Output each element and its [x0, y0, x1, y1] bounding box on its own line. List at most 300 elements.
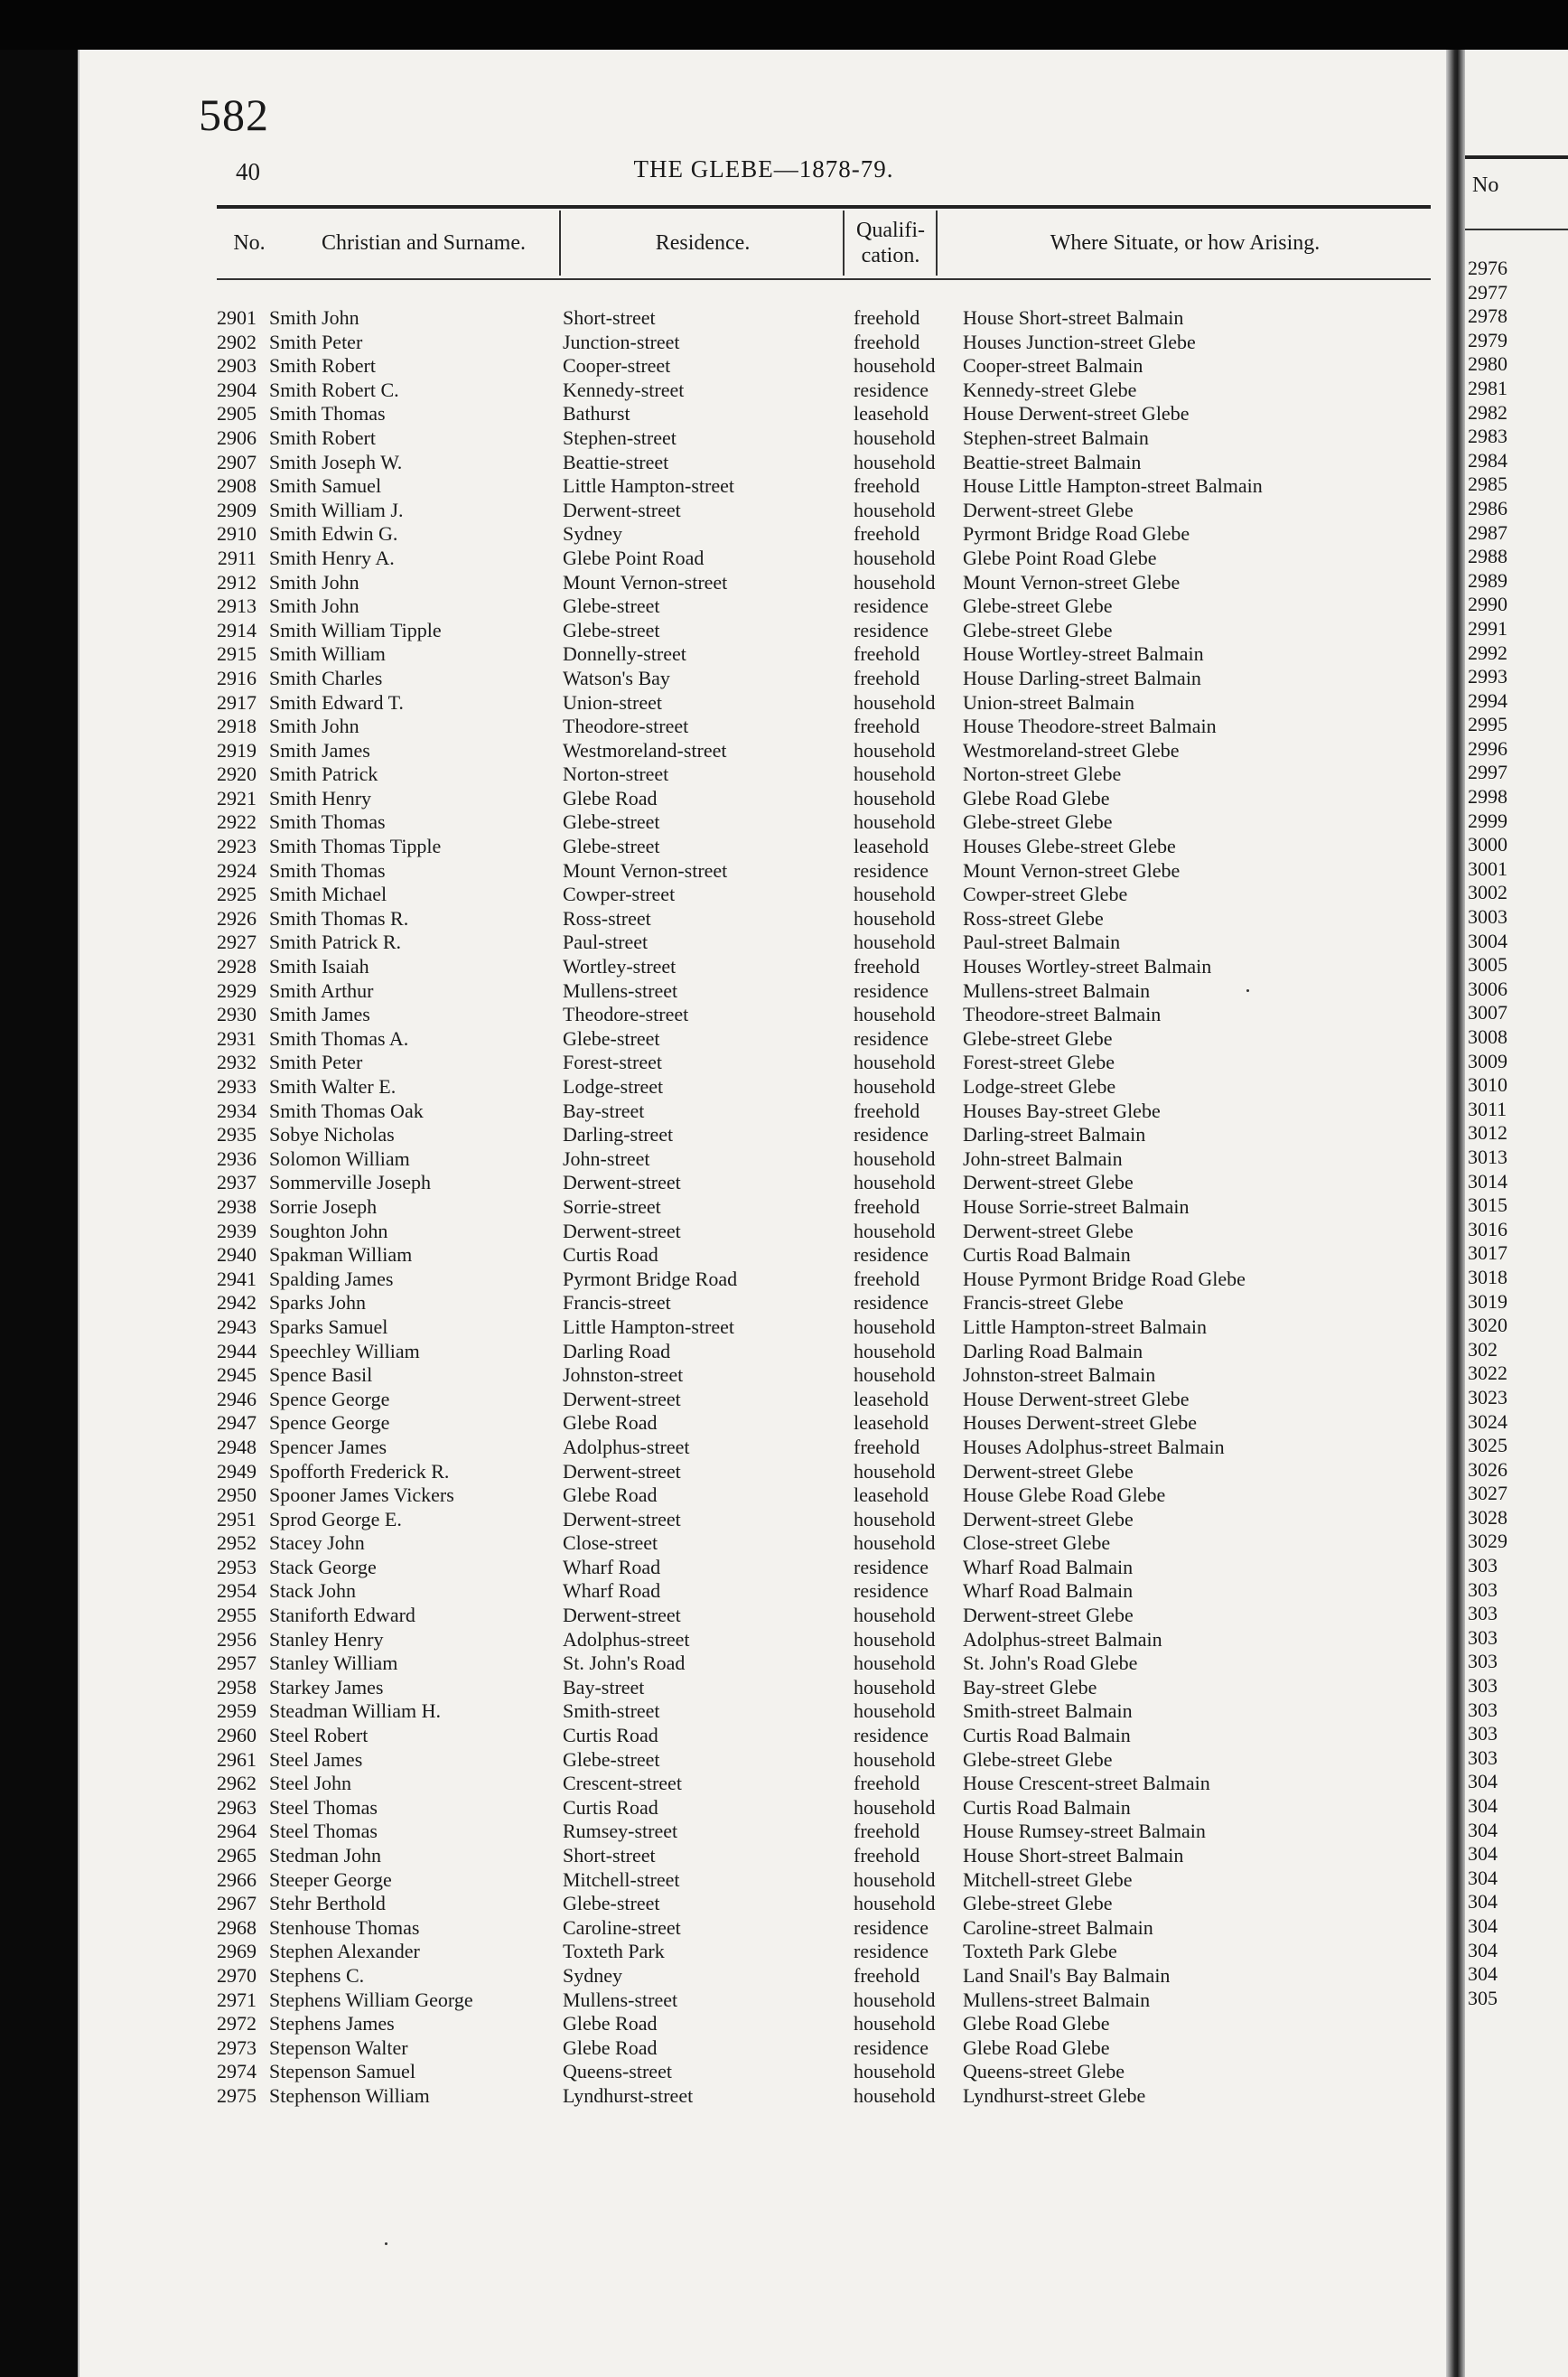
facing-entry-number: 3012	[1468, 1121, 1507, 1145]
entry-qualification: freehold	[854, 1435, 920, 1458]
entry-qualification: household	[854, 570, 936, 594]
entry-qualification: residence	[854, 378, 929, 401]
entry-residence: Curtis Road	[563, 1724, 658, 1747]
facing-entry-number: 304	[1468, 1914, 1498, 1937]
entry-where: House Crescent-street Balmain	[963, 1772, 1210, 1795]
entry-name: Stephens James	[269, 2012, 395, 2035]
table-row	[79, 1724, 1448, 1748]
entry-residence: Westmoreland-street	[563, 738, 727, 762]
entry-residence: Beattie-street	[563, 450, 669, 473]
table-row	[79, 1388, 1448, 1412]
entry-number: 2925	[217, 883, 257, 906]
entry-residence: Glebe Road	[563, 2035, 658, 2059]
entry-name: Stedman John	[269, 1844, 382, 1867]
facing-entry-number: 2985	[1468, 473, 1507, 496]
facing-entry-number: 2991	[1468, 616, 1507, 640]
table-row	[79, 1100, 1448, 1124]
facing-numbers	[1468, 257, 1507, 2010]
entry-where: Houses Wortley-street Balmain	[963, 955, 1212, 978]
entry-name: Starkey James	[269, 1675, 384, 1699]
entry-qualification: household	[854, 763, 936, 786]
entry-where: Stephen-street Balmain	[963, 426, 1149, 449]
entry-name: Smith Peter	[269, 1051, 363, 1074]
table-row	[79, 1772, 1448, 1796]
entry-name: Spalding James	[269, 1267, 394, 1290]
entry-qualification: freehold	[854, 474, 920, 498]
entry-qualification: household	[854, 498, 936, 521]
entry-number: 2928	[217, 955, 257, 978]
entry-qualification: residence	[854, 1291, 929, 1315]
entry-qualification: household	[854, 1675, 936, 1699]
header-name: Christian and Surname.	[322, 231, 526, 255]
entry-name: Sorrie Joseph	[269, 1194, 378, 1218]
entry-residence: Wharf Road	[563, 1579, 661, 1603]
entry-qualification: household	[854, 1604, 936, 1627]
facing-entry-number: 2979	[1468, 328, 1507, 351]
table-row	[79, 1483, 1448, 1508]
entry-residence: Derwent-street	[563, 1387, 681, 1410]
table-row	[79, 499, 1448, 523]
entry-number: 2907	[217, 450, 257, 473]
facing-entry-number: 304	[1468, 1842, 1498, 1866]
entry-where: House Theodore-street Balmain	[963, 715, 1217, 738]
table-row	[79, 1628, 1448, 1652]
entry-qualification: household	[854, 354, 936, 378]
table-row	[79, 859, 1448, 884]
facing-entry-number: 3002	[1468, 881, 1507, 904]
facing-entry-number: 3027	[1468, 1482, 1507, 1505]
entry-residence: Pyrmont Bridge Road	[563, 1267, 738, 1290]
entry-name: Smith Thomas A.	[269, 1026, 409, 1050]
entry-number: 2911	[217, 546, 257, 569]
table-row	[79, 835, 1448, 859]
entry-number: 2919	[217, 738, 257, 762]
entry-qualification: household	[854, 1627, 936, 1651]
facing-entry-number: 304	[1468, 1962, 1498, 1986]
entry-residence: Norton-street	[563, 763, 669, 786]
entry-residence: Watson's Bay	[563, 666, 670, 689]
table-row	[79, 1340, 1448, 1364]
entry-number: 2917	[217, 690, 257, 714]
entry-name: Stepenson Walter	[269, 2035, 408, 2059]
entry-number: 2949	[217, 1459, 257, 1483]
facing-entry-number: 2997	[1468, 761, 1507, 784]
entry-number: 2932	[217, 1051, 257, 1074]
entry-qualification: household	[854, 1075, 936, 1098]
entry-number: 2936	[217, 1146, 257, 1170]
entry-residence: Rumsey-street	[563, 1820, 678, 1843]
entry-number: 2918	[217, 715, 257, 738]
entry-name: Steel Thomas	[269, 1820, 378, 1843]
entry-number: 2915	[217, 642, 257, 666]
entry-name: Smith Michael	[269, 883, 387, 906]
entry-residence: Cowper-street	[563, 883, 676, 906]
entry-number: 2913	[217, 594, 257, 618]
entry-residence: Glebe Road	[563, 786, 658, 809]
entry-where: House Pyrmont Bridge Road Glebe	[963, 1267, 1246, 1290]
entry-qualification: leasehold	[854, 1483, 929, 1507]
entry-number: 2950	[217, 1483, 257, 1507]
entry-qualification: household	[854, 1652, 936, 1675]
sub-page-number: 40	[236, 158, 260, 185]
entry-residence: Glebe-street	[563, 594, 660, 618]
facing-entry-number: 304	[1468, 1866, 1498, 1889]
entry-name: Staniforth Edward	[269, 1604, 415, 1627]
entry-name: Smith Isaiah	[269, 955, 369, 978]
table-row	[79, 1075, 1448, 1100]
entry-qualification: freehold	[854, 306, 920, 329]
entry-name: Smith Thomas	[269, 858, 386, 882]
facing-entry-number: 3003	[1468, 905, 1507, 929]
table-row	[79, 2036, 1448, 2061]
entry-name: Smith Arthur	[269, 978, 374, 1002]
entry-number: 2931	[217, 1026, 257, 1050]
entry-where: Mount Vernon-street Glebe	[963, 858, 1181, 882]
entry-residence: Derwent-street	[563, 1171, 681, 1194]
entry-where: Westmoreland-street Glebe	[963, 738, 1180, 762]
entry-name: Spakman William	[269, 1243, 413, 1267]
entry-name: Stenhouse Thomas	[269, 1915, 420, 1939]
table-row	[79, 667, 1448, 691]
table-row	[79, 2012, 1448, 2036]
entry-where: Houses Glebe-street Glebe	[963, 835, 1176, 858]
facing-entry-number: 2987	[1468, 520, 1507, 544]
entry-residence: Glebe-street	[563, 1026, 660, 1050]
entry-number: 2943	[217, 1315, 257, 1338]
entry-where: Kennedy-street Glebe	[963, 378, 1137, 401]
entry-name: Smith John	[269, 715, 359, 738]
entry-where: Derwent-street Glebe	[963, 498, 1134, 521]
entry-name: Stanley William	[269, 1652, 398, 1675]
table-row	[79, 1363, 1448, 1388]
entry-where: Close-street Glebe	[963, 1531, 1111, 1555]
entry-qualification: household	[854, 1051, 936, 1074]
table-row	[79, 1051, 1448, 1075]
table-row	[79, 1436, 1448, 1460]
entry-name: Smith Walter E.	[269, 1075, 397, 1098]
entry-qualification: leasehold	[854, 1411, 929, 1435]
facing-entry-number: 303	[1468, 1554, 1498, 1577]
table-row	[79, 1652, 1448, 1676]
entry-residence: Derwent-street	[563, 1219, 681, 1242]
entry-name: Smith William	[269, 642, 386, 666]
entry-name: Stack John	[269, 1579, 356, 1603]
entry-qualification: freehold	[854, 715, 920, 738]
entry-where: Curtis Road Balmain	[963, 1795, 1131, 1819]
entry-number: 2901	[217, 306, 257, 329]
table-row	[79, 1315, 1448, 1340]
entry-residence: Little Hampton-street	[563, 1315, 734, 1338]
entry-residence: Glebe-street	[563, 810, 660, 834]
running-head: THE GLEBE—1878-79.	[633, 155, 894, 182]
facing-entry-number: 304	[1468, 1938, 1498, 1961]
facing-entry-number: 3026	[1468, 1457, 1507, 1481]
entry-qualification: household	[854, 883, 936, 906]
table-row	[79, 1147, 1448, 1172]
entry-name: Smith John	[269, 306, 359, 329]
entry-number: 2964	[217, 1820, 257, 1843]
entry-number: 2942	[217, 1291, 257, 1315]
table-row	[79, 474, 1448, 499]
entry-residence: Crescent-street	[563, 1772, 682, 1795]
table-row	[79, 2084, 1448, 2109]
table-row	[79, 1748, 1448, 1773]
entry-qualification: residence	[854, 1026, 929, 1050]
entry-qualification: residence	[854, 858, 929, 882]
facing-entry-number: 303	[1468, 1674, 1498, 1698]
entry-where: Francis-street Glebe	[963, 1291, 1124, 1315]
entry-number: 2959	[217, 1699, 257, 1723]
facing-entry-number: 3016	[1468, 1217, 1507, 1240]
entry-where: Mullens-street Balmain	[963, 1988, 1151, 2011]
entry-number: 2914	[217, 618, 257, 641]
facing-entry-number: 3007	[1468, 1001, 1507, 1025]
entry-qualification: freehold	[854, 642, 920, 666]
header-rule-bottom	[217, 278, 1431, 280]
facing-entry-number: 304	[1468, 1818, 1498, 1841]
entry-number: 2941	[217, 1267, 257, 1290]
entry-where: Mullens-street Balmain	[963, 978, 1151, 1002]
facing-entry-number: 303	[1468, 1745, 1498, 1769]
entry-residence: Glebe Road	[563, 2012, 658, 2035]
entry-where: House Sorrie-street Balmain	[963, 1194, 1190, 1218]
header-no: No.	[233, 231, 266, 255]
table-row	[79, 1604, 1448, 1628]
entry-qualification: household	[854, 546, 936, 569]
entry-where: House Wortley-street Balmain	[963, 642, 1204, 666]
entry-residence: Adolphus-street	[563, 1435, 690, 1458]
entry-where: Union-street Balmain	[963, 690, 1135, 714]
entry-number: 2935	[217, 1123, 257, 1146]
entry-name: Smith Thomas Oak	[269, 1099, 424, 1122]
entry-number: 2951	[217, 1507, 257, 1530]
entry-residence: Glebe-street	[563, 1747, 660, 1771]
entry-number: 2972	[217, 2012, 257, 2035]
table-row	[79, 883, 1448, 907]
entry-name: Speechley William	[269, 1339, 420, 1362]
table-row	[79, 1699, 1448, 1724]
facing-entry-number: 2976	[1468, 257, 1507, 279]
entry-where: Wharf Road Balmain	[963, 1555, 1134, 1578]
entry-number: 2948	[217, 1435, 257, 1458]
facing-entry-number: 2988	[1468, 545, 1507, 568]
table-row	[79, 955, 1448, 979]
entry-where: Pyrmont Bridge Road Glebe	[963, 522, 1190, 546]
header-where: Where Situate, or how Arising.	[1050, 231, 1321, 255]
facing-entry-number: 2990	[1468, 593, 1507, 616]
entry-name: Stack George	[269, 1555, 377, 1578]
entry-number: 2946	[217, 1387, 257, 1410]
entry-number: 2969	[217, 1940, 257, 1963]
entry-number: 2938	[217, 1194, 257, 1218]
entry-where: Derwent-street Glebe	[963, 1604, 1134, 1627]
entry-number: 2975	[217, 2083, 257, 2107]
entry-residence: Short-street	[563, 1844, 656, 1867]
entry-number: 2929	[217, 978, 257, 1002]
entry-name: Spofforth Frederick R.	[269, 1459, 450, 1483]
entry-qualification: freehold	[854, 1194, 920, 1218]
entry-where: Toxteth Park Glebe	[963, 1940, 1117, 1963]
entry-qualification: household	[854, 2012, 936, 2035]
entry-name: Smith James	[269, 1003, 370, 1026]
entry-where: Houses Adolphus-street Balmain	[963, 1435, 1225, 1458]
entry-number: 2926	[217, 906, 257, 930]
entry-residence: Sydney	[563, 1963, 622, 1987]
table-row	[79, 642, 1448, 667]
entry-where: Glebe-street Glebe	[963, 618, 1113, 641]
entry-residence: Sydney	[563, 522, 622, 546]
entry-residence: Johnston-street	[563, 1363, 684, 1387]
table-row	[79, 306, 1448, 331]
table-row	[79, 1676, 1448, 1700]
entry-name: Soughton John	[269, 1219, 388, 1242]
entry-number: 2934	[217, 1099, 257, 1122]
column-divider	[559, 211, 561, 276]
entry-residence: Derwent-street	[563, 1604, 681, 1627]
entry-qualification: household	[854, 1339, 936, 1362]
entry-name: Spooner James Vickers	[269, 1483, 454, 1507]
entry-qualification: household	[854, 426, 936, 449]
entry-residence: Mount Vernon-street	[563, 570, 728, 594]
entry-residence: Cooper-street	[563, 354, 671, 378]
column-divider	[843, 211, 845, 276]
table-row	[79, 1844, 1448, 1868]
entry-where: Mount Vernon-street Glebe	[963, 570, 1181, 594]
entry-qualification: household	[854, 1219, 936, 1242]
entry-qualification: freehold	[854, 1099, 920, 1122]
entry-residence: Donnelly-street	[563, 642, 686, 666]
entry-where: Smith-street Balmain	[963, 1699, 1133, 1723]
table-row	[79, 1796, 1448, 1820]
header-qualification	[845, 218, 936, 268]
entry-where: John-street Balmain	[963, 1146, 1123, 1170]
entry-name: Smith Edward T.	[269, 690, 404, 714]
entry-number: 2966	[217, 1867, 257, 1891]
facing-entry-number: 2982	[1468, 400, 1507, 424]
entry-residence: Derwent-street	[563, 498, 681, 521]
facing-entry-number: 3013	[1468, 1145, 1507, 1168]
entry-where: Glebe Road Glebe	[963, 2012, 1110, 2035]
entry-where: House Rumsey-street Balmain	[963, 1820, 1206, 1843]
facing-entry-number: 3018	[1468, 1265, 1507, 1288]
entry-residence: Glebe Road	[563, 1411, 658, 1435]
entry-qualification: household	[854, 1531, 936, 1555]
entry-number: 2967	[217, 1892, 257, 1915]
entry-qualification: freehold	[854, 1267, 920, 1290]
entry-name: Smith Thomas Tipple	[269, 835, 442, 858]
entry-where: Darling-street Balmain	[963, 1123, 1146, 1146]
entry-name: Smith Peter	[269, 330, 363, 353]
entry-where: House Derwent-street Glebe	[963, 1387, 1190, 1410]
entry-residence: Sorrie-street	[563, 1194, 661, 1218]
entry-residence: Mullens-street	[563, 1988, 678, 2011]
table-row	[79, 715, 1448, 739]
entry-number: 2937	[217, 1171, 257, 1194]
facing-entry-number: 2981	[1468, 376, 1507, 399]
entry-name: Smith John	[269, 570, 359, 594]
entry-where: Glebe-street Glebe	[963, 810, 1113, 834]
entry-where: Mitchell-street Glebe	[963, 1867, 1133, 1891]
entry-residence: Junction-street	[563, 330, 680, 353]
entry-residence: Caroline-street	[563, 1915, 681, 1939]
facing-header-no: No	[1472, 173, 1499, 197]
table-row	[79, 1195, 1448, 1220]
entry-where: Cowper-street Glebe	[963, 883, 1128, 906]
entry-number: 2952	[217, 1531, 257, 1555]
facing-entry-number: 303	[1468, 1577, 1498, 1601]
entry-number: 2945	[217, 1363, 257, 1387]
facing-entry-number: 3019	[1468, 1289, 1507, 1313]
facing-entry-number: 303	[1468, 1722, 1498, 1745]
entry-qualification: residence	[854, 1243, 929, 1267]
facing-entry-number: 2986	[1468, 496, 1507, 519]
facing-header-rule-top	[1465, 155, 1568, 159]
header-residence: Residence.	[655, 231, 751, 255]
entry-number: 2921	[217, 786, 257, 809]
entry-residence: Smith-street	[563, 1699, 660, 1723]
entry-number: 2974	[217, 2060, 257, 2083]
entry-qualification: residence	[854, 618, 929, 641]
entry-number: 2930	[217, 1003, 257, 1026]
entry-number: 2916	[217, 666, 257, 689]
entry-number: 2962	[217, 1772, 257, 1795]
table-row	[79, 739, 1448, 763]
entry-residence: Kennedy-street	[563, 378, 685, 401]
entry-where: Glebe-street Glebe	[963, 1747, 1113, 1771]
facing-entry-number: 2996	[1468, 736, 1507, 760]
entry-where: House Glebe Road Glebe	[963, 1483, 1166, 1507]
table-row	[79, 451, 1448, 475]
facing-entry-number: 3029	[1468, 1530, 1507, 1553]
entry-number: 2910	[217, 522, 257, 546]
paper-speck	[385, 2242, 387, 2245]
table-row	[79, 1243, 1448, 1268]
entry-number: 2923	[217, 835, 257, 858]
facing-entry-number: 3025	[1468, 1434, 1507, 1457]
entry-qualification: household	[854, 2060, 936, 2083]
header-rule-top	[217, 205, 1431, 209]
entry-name: Stehr Berthold	[269, 1892, 386, 1915]
entry-name: Sommerville Joseph	[269, 1171, 432, 1194]
entry-where: House Little Hampton-street Balmain	[963, 474, 1263, 498]
facing-entry-number: 3020	[1468, 1314, 1507, 1337]
header-qualification-line1: Qualifi-	[856, 219, 925, 242]
ledger-page	[78, 50, 1448, 2377]
entry-qualification: household	[854, 1867, 936, 1891]
table-row	[79, 1989, 1448, 2013]
table-row	[79, 619, 1448, 643]
entry-where: Derwent-street Glebe	[963, 1171, 1134, 1194]
entry-where: Norton-street Glebe	[963, 763, 1122, 786]
entry-residence: Mullens-street	[563, 978, 678, 1002]
facing-entry-number: 2995	[1468, 713, 1507, 736]
entry-qualification: household	[854, 1988, 936, 2011]
facing-entry-number: 3023	[1468, 1385, 1507, 1408]
entry-qualification: residence	[854, 1123, 929, 1146]
facing-entry-number: 3001	[1468, 856, 1507, 880]
table-row	[79, 691, 1448, 716]
entry-where: Derwent-street Glebe	[963, 1459, 1134, 1483]
entry-number: 2922	[217, 810, 257, 834]
entry-name: Sprod George E.	[269, 1507, 402, 1530]
entry-name: Stacey John	[269, 1531, 365, 1555]
table-row	[79, 1268, 1448, 1292]
table-row	[79, 763, 1448, 787]
table-row	[79, 547, 1448, 571]
entry-name: Sparks Samuel	[269, 1315, 388, 1338]
facing-entry-number: 303	[1468, 1698, 1498, 1721]
entry-where: Glebe-street Glebe	[963, 1026, 1113, 1050]
